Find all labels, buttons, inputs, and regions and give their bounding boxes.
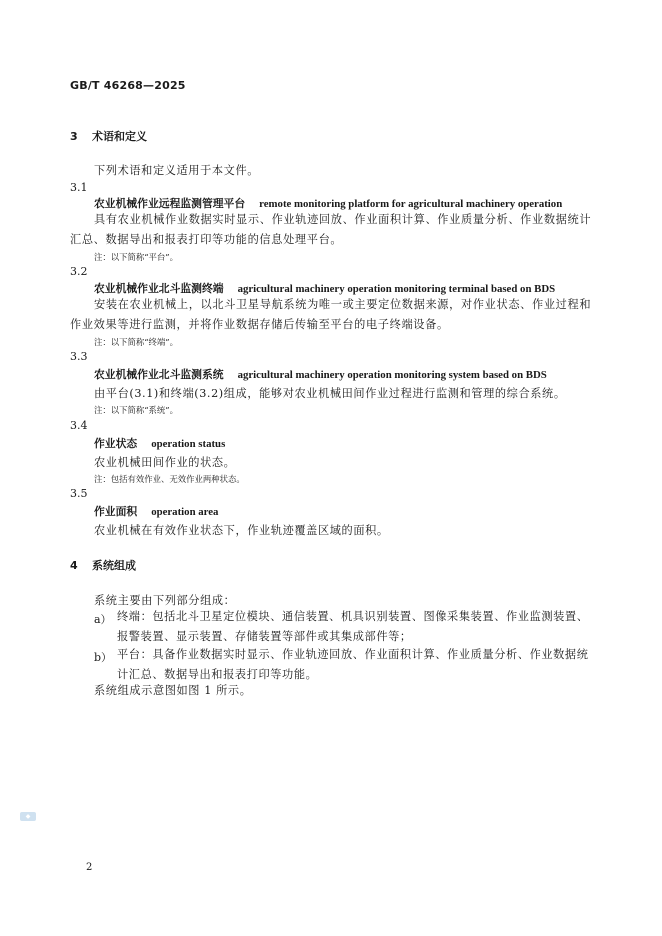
term-zh: 作业状态 xyxy=(94,437,138,450)
section-4-closing: 系统组成示意图如图 1 所示。 xyxy=(94,684,252,697)
term-en: remote monitoring platform for agricultural machinery operation xyxy=(259,198,563,210)
term-note: 注：以下简称“系统”。 xyxy=(94,405,178,415)
section-4-intro: 系统主要由下列部分组成： xyxy=(94,594,236,607)
term-zh: 农业机械作业北斗监测系统 xyxy=(94,368,224,381)
term-number: 3.1 xyxy=(70,181,88,194)
term-definition: 具有农业机械作业数据实时显示、作业轨迹回放、作业面积计算、作业质量分析、作业数据统计汇总、数据导出和报表打印等功能的信息处理平台。 xyxy=(70,213,592,246)
standard-number: GB/T 46268—2025 xyxy=(70,79,186,92)
watermark-icon: ◆ xyxy=(20,812,36,821)
term-zh: 农业机械作业远程监测管理平台 xyxy=(94,197,246,210)
section-3-title: 术语和定义 xyxy=(92,130,147,143)
term-number: 3.3 xyxy=(70,350,88,363)
section-3-intro: 下列术语和定义适用于本文件。 xyxy=(94,164,260,177)
term-number: 3.5 xyxy=(70,487,88,500)
term-en: operation area xyxy=(151,506,219,518)
term-zh: 农业机械作业北斗监测终端 xyxy=(94,282,224,295)
term-note: 注：以下简称“终端”。 xyxy=(94,337,178,347)
term-zh: 作业面积 xyxy=(94,505,138,518)
term-number: 3.2 xyxy=(70,265,88,278)
list-marker: a） xyxy=(94,613,112,626)
term-definition: 农业机械田间作业的状态。 xyxy=(94,456,236,469)
list-marker: b） xyxy=(94,651,113,664)
term-heading xyxy=(94,281,555,296)
section-3-heading xyxy=(70,128,147,144)
term-number: 3.4 xyxy=(70,419,88,432)
section-4-number: 4 xyxy=(70,559,78,572)
page-number: 2 xyxy=(86,862,93,873)
section-4-title: 系统组成 xyxy=(92,559,136,572)
term-en: agricultural machinery operation monitoring terminal based on BDS xyxy=(237,283,556,295)
list-text: 终端：包括北斗卫星定位模块、通信装置、机具识别装置、图像采集装置、作业监测装置、报警装置、显示装置、存储装置等部件或其集成部件等； xyxy=(117,610,589,643)
term-heading xyxy=(94,367,547,382)
term-note: 注：以下简称“平台”。 xyxy=(94,252,178,262)
list-text: 平台：具备作业数据实时显示、作业轨迹回放、作业面积计算、作业质量分析、作业数据统计汇总、数据导出和报表打印等功能。 xyxy=(117,648,589,681)
section-4-heading xyxy=(70,557,136,573)
term-definition: 农业机械在有效作业状态下，作业轨迹覆盖区域的面积。 xyxy=(94,524,389,537)
term-definition: 由平台(3.1)和终端(3.2)组成，能够对农业机械田间作业过程进行监测和管理的综合系统。 xyxy=(94,387,566,400)
term-note: 注：包括有效作业、无效作业两种状态。 xyxy=(94,474,245,484)
term-heading xyxy=(94,504,218,519)
term-en: agricultural machinery operation monitoring system based on BDS xyxy=(237,369,547,381)
term-en: operation status xyxy=(151,438,226,450)
term-heading xyxy=(94,436,225,451)
term-heading xyxy=(94,196,562,211)
section-3-number: 3 xyxy=(70,130,78,143)
term-definition: 安装在农业机械上，以北斗卫星导航系统为唯一或主要定位数据来源，对作业状态、作业过程和作业效果等进行监测，并将作业数据存储后传输至平台的电子终端设备。 xyxy=(70,298,592,331)
